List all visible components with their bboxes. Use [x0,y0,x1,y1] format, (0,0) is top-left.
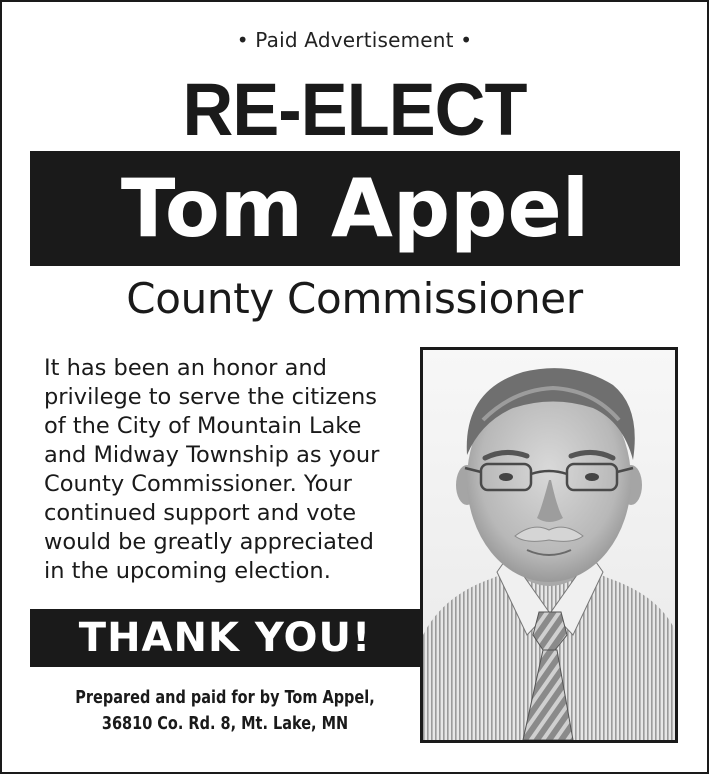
office-title: County Commissioner [126,274,583,323]
candidate-name-banner [30,151,680,266]
candidate-photo [420,347,678,743]
disclaimer-line-2: 36810 Co. Rd. 8, Mt. Lake, MN [101,714,349,734]
message-line: privilege to serve the citizens [44,384,377,410]
message-line: It has been an honor and [44,355,327,381]
disclaimer [46,685,405,737]
disclaimer-line-1: Prepared and paid for by Tom Appel, [75,688,375,708]
message-text [44,354,414,586]
headline: RE-ELECT [182,68,527,151]
message-line: in the upcoming election. [44,558,331,584]
message-line: would be greatly appreciated [44,529,374,555]
message-line: of the City of Mountain Lake [44,413,362,439]
message-line: continued support and vote [44,500,357,526]
candidate-name: Tom Appel [120,162,590,255]
message-line: and Midway Township as your [44,442,380,468]
message-line: County Commissioner. Your [44,471,352,497]
thank-you-text: THANK YOU! [78,615,372,661]
thank-you-banner [30,609,420,667]
candidate-portrait-icon [423,350,675,740]
paid-advertisement-label: • Paid Advertisement • [236,28,473,52]
